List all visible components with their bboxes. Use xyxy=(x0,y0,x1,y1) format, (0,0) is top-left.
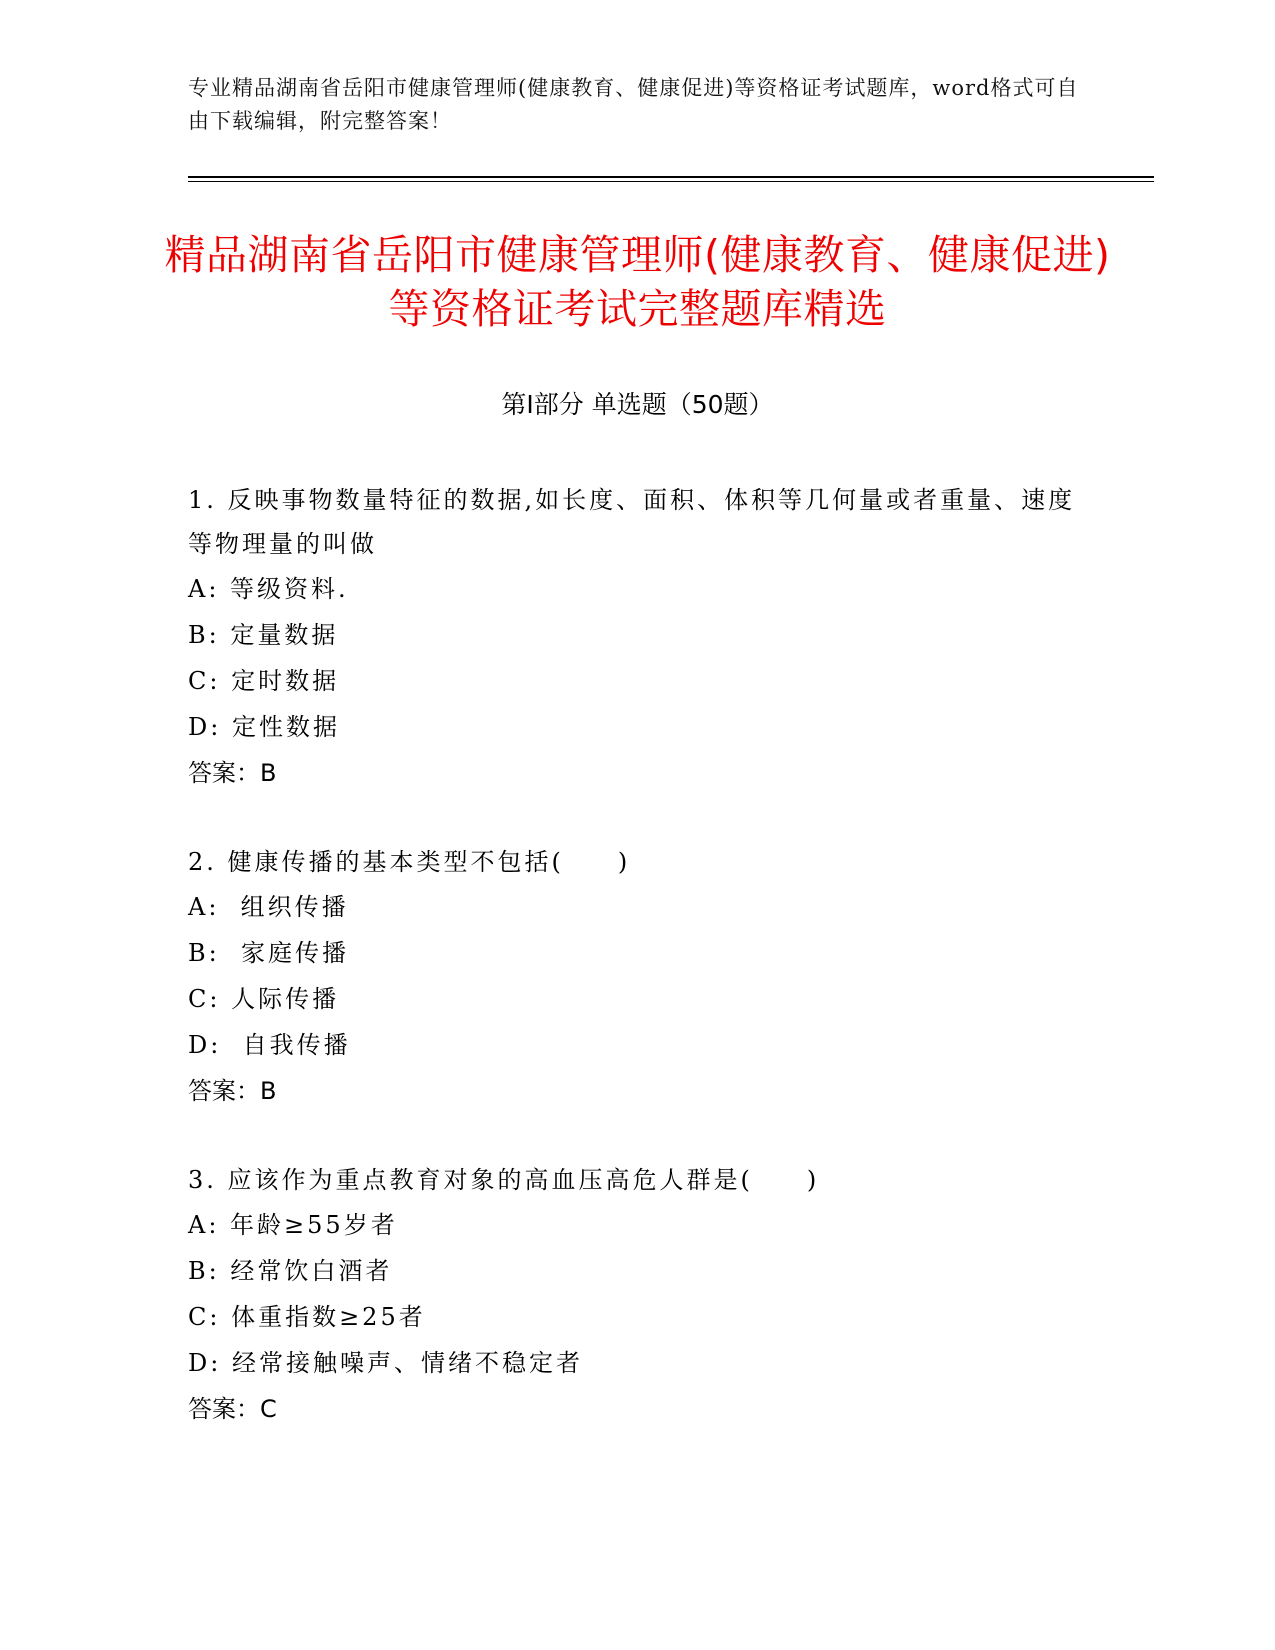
option-a: A: 年龄≥55岁者 xyxy=(188,1211,398,1239)
question-1 xyxy=(188,478,1088,796)
question-list xyxy=(188,478,1088,1476)
header-divider-thick xyxy=(188,176,1154,178)
option-b: B: 经常饮白酒者 xyxy=(188,1257,393,1285)
question-stem: 1. 反映事物数量特征的数据,如长度、面积、体积等几何量或者重量、速度等物理量的叫做 xyxy=(188,486,1076,558)
option-c: C: 体重指数≥25者 xyxy=(188,1303,426,1331)
question-stem: 3. 应该作为重点教育对象的高血压高危人群是( ) xyxy=(188,1166,820,1194)
question-2 xyxy=(188,840,1088,1114)
option-c: C: 人际传播 xyxy=(188,985,340,1013)
section-title: 第Ⅰ部分 单选题（50题） xyxy=(501,390,774,419)
answer: 答案：C xyxy=(188,1395,277,1423)
option-a: A: 等级资料. xyxy=(188,575,349,603)
header-note: 专业精品湖南省岳阳市健康管理师(健康教育、健康促进)等资格证考试题库，word格式可自由下载编辑，附完整答案！ xyxy=(188,76,1079,133)
option-b: B: 家庭传播 xyxy=(188,939,349,967)
answer: 答案：B xyxy=(188,1077,277,1105)
answer: 答案：B xyxy=(188,759,277,787)
header-divider-thin xyxy=(188,181,1154,182)
option-d: D: 定性数据 xyxy=(188,713,340,741)
option-d: D: 经常接触噪声、情绪不稳定者 xyxy=(188,1349,583,1377)
question-3 xyxy=(188,1158,1088,1432)
question-stem: 2. 健康传播的基本类型不包括( ) xyxy=(188,848,631,876)
option-c: C: 定时数据 xyxy=(188,667,340,695)
document-title: 精品湖南省岳阳市健康管理师(健康教育、健康促进)等资格证考试完整题库精选 xyxy=(164,231,1111,333)
option-b: B: 定量数据 xyxy=(188,621,339,649)
option-d: D: 自我传播 xyxy=(188,1031,351,1059)
option-a: A: 组织传播 xyxy=(188,893,349,921)
